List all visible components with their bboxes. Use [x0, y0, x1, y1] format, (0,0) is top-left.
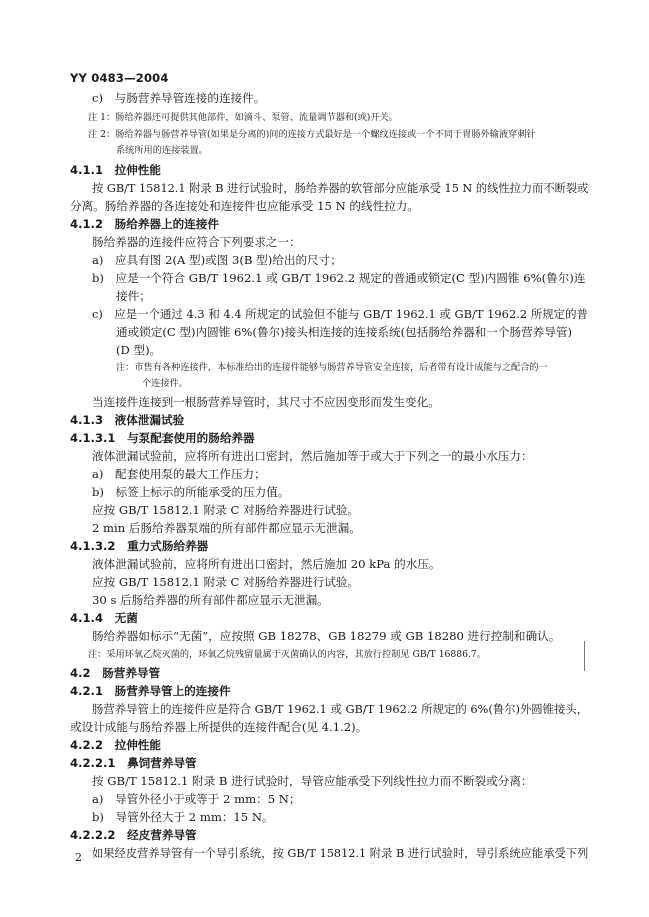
section-heading: 4.1.3.2 重力式肠给养器 — [70, 539, 209, 553]
text-line: 肠营养导管上的连接件应是符合 GB/T 1962.1 或 GB/T 1962.2 所规定的 6%(鲁尔)外圆锥接头， — [92, 702, 589, 716]
note-line: 注 2：肠给养器与肠营养导管(如果是分离的)间的连接方式最好是一个螺纹连接或一个不同于胃肠外输液穿刺针 — [88, 129, 536, 140]
section-heading: 4.2 肠营养导管 — [70, 666, 161, 680]
text-line: c) 与肠营养导管连接的连接件。 — [92, 91, 266, 105]
text-line: 30 s 后肠给养器的所有部件都应显示无泄漏。 — [92, 593, 329, 607]
text-line: b) 标签上标示的所能承受的压力值。 — [92, 485, 290, 499]
text-line: 分离。肠给养器的各连接处和连接件也应能承受 15 N 的线性拉力。 — [70, 199, 419, 213]
section-heading: 4.1.1 拉伸性能 — [70, 163, 161, 177]
section-heading: 4.2.2.1 鼻饲营养导管 — [70, 756, 197, 770]
text-line: 应按 GB/T 15812.1 附录 C 对肠给养器进行试验。 — [92, 575, 359, 589]
text-line: 液体泄漏试验前，应将所有进出口密封，然后施加 20 kPa 的水压。 — [92, 557, 441, 571]
text-line: a) 配套使用泵的最大工作压力； — [92, 467, 266, 481]
text-line: 按 GB/T 15812.1 附录 B 进行试验时，肠给养器的软管部分应能承受 15 N 的线性拉力而不断裂或 — [92, 181, 589, 195]
note-line: 个连接件。 — [142, 378, 188, 389]
section-heading: 4.2.2 拉伸性能 — [70, 738, 161, 752]
note-line: 注：市售有各种连接件，本标准给出的连接件能够与肠营养导管安全连接，后者带有设计成能与之配合的一 — [116, 362, 548, 373]
text-line: 按 GB/T 15812.1 附录 B 进行试验时，导管应能承受下列线性拉力而不断裂或分离： — [92, 774, 533, 788]
text-line: 2 min 后肠给养器泵端的所有部件都应显示无泄漏。 — [92, 521, 361, 535]
text-line: a) 导管外径小于或等于 2 mm：5 N； — [92, 792, 301, 806]
text-line: b) 导管外径大于 2 mm：15 N。 — [92, 810, 274, 824]
text-line: b) 应是一个符合 GB/T 1962.1 或 GB/T 1962.2 规定的普通或锁定(C 型)内圆锥 6%(鲁尔)连 — [92, 271, 586, 285]
text-line: 应按 GB/T 15812.1 附录 C 对肠给养器进行试验。 — [92, 503, 359, 517]
text-line: 如果经皮营养导管有一个导引系统，按 GB/T 15812.1 附录 B 进行试验时，导引系统应能承受下列 — [92, 846, 589, 860]
text-line: 接件； — [116, 289, 151, 303]
text-line: 肠给养器的连接件应符合下列要求之一： — [92, 235, 301, 249]
section-heading: 4.1.3.1 与泵配套使用的肠给养器 — [70, 431, 255, 445]
section-heading: 4.2.1 肠营养导管上的连接件 — [70, 684, 231, 698]
margin-mark — [584, 641, 585, 671]
section-heading: 4.1.3 液体泄漏试验 — [70, 413, 185, 427]
note-line: 注：采用环氧乙烷灭菌的，环氧乙烷残留量属于灭菌确认的内容，其放行控制见 GB/T 16886.7。 — [88, 649, 486, 660]
text-line: 通或锁定(C 型)内圆锥 6%(鲁尔)接头相连接的连接系统(包括肠给养器和一个肠营养导管) — [116, 325, 572, 339]
section-heading: 4.1.4 无菌 — [70, 611, 138, 625]
text-line: c) 应是一个通过 4.3 和 4.4 所规定的试验但不能与 GB/T 1962.1 或 GB/T 1962.2 所规定的普 — [92, 307, 588, 321]
text-line: 液体泄漏试验前，应将所有进出口密封，然后施加等于或大于下列之一的最小水压力： — [92, 449, 533, 463]
section-heading: 4.2.2.2 经皮营养导管 — [70, 828, 197, 842]
section-heading: 4.1.2 肠给养器上的连接件 — [70, 217, 219, 231]
standard-number: YY 0483—2004 — [70, 71, 169, 85]
text-line: 肠给养器如标示“无菌”，应按照 GB 18278、GB 18279 或 GB 18280 进行控制和确认。 — [92, 629, 561, 643]
text-line: 当连接件连接到一根肠营养导管时，其尺寸不应因变形而发生变化。 — [92, 395, 440, 409]
text-line: 或设计成能与肠给养器上所提供的连接件配合(见 4.1.2)。 — [70, 720, 368, 734]
text-line: a) 应具有图 2(A 型)或图 3(B 型)给出的尺寸； — [92, 253, 342, 267]
page-number: 2 — [75, 851, 82, 864]
text-line: (D 型)。 — [116, 343, 162, 357]
note-line: 注 1：肠给养器还可提供其他部件，如滴斗、泵管、流量调节器和(或)开关。 — [88, 112, 398, 123]
note-line: 系统所用的连接装置。 — [116, 145, 208, 156]
